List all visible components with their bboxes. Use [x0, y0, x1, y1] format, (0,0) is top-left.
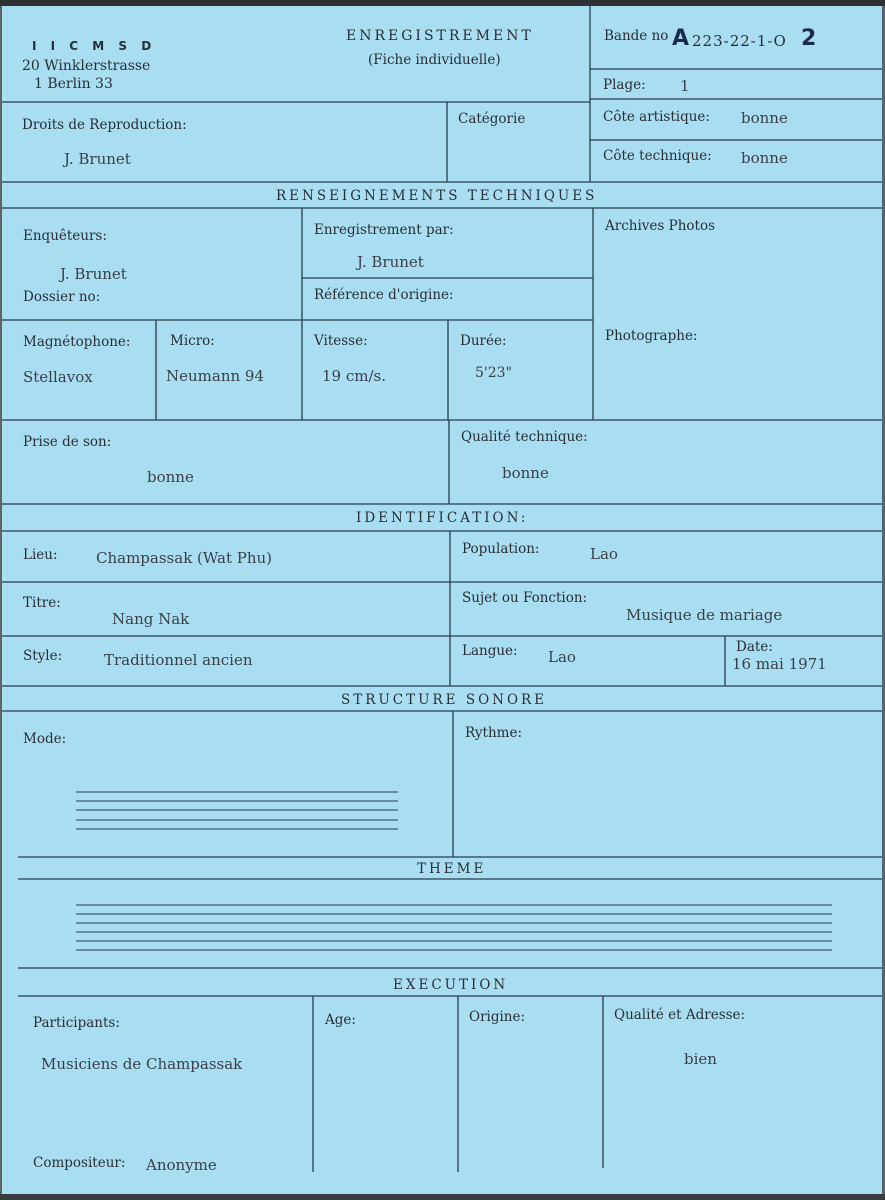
section-execution: EXECUTION	[393, 977, 509, 993]
lieu-value: Champassak (Wat Phu)	[96, 549, 273, 567]
bande-letter: A	[672, 26, 690, 51]
enregistrement-par-value: J. Brunet	[357, 253, 424, 271]
origine-label: Origine:	[469, 1009, 526, 1025]
institute-name: I I C M S D	[32, 39, 157, 53]
vitesse-label: Vitesse:	[314, 333, 368, 349]
participants-label: Participants:	[33, 1015, 120, 1031]
section-structure-sonore: STRUCTURE SONORE	[341, 692, 548, 708]
population-value: Lao	[590, 545, 618, 563]
bande-number: 223-22-1-O	[692, 32, 787, 50]
duree-value: 5'23"	[475, 365, 513, 381]
qualite-adresse-label: Qualité et Adresse:	[614, 1007, 746, 1023]
micro-value: Neumann 94	[166, 367, 265, 385]
titre-label: Titre:	[23, 595, 61, 611]
institute-street: 20 Winklerstrasse	[22, 58, 151, 74]
prise-de-son-label: Prise de son:	[23, 434, 112, 450]
section-identification: IDENTIFICATION:	[356, 510, 529, 526]
sujet-value: Musique de mariage	[626, 606, 783, 624]
cote-technique-value: bonne	[741, 149, 788, 167]
categorie-label: Catégorie	[458, 111, 526, 127]
qualite-technique-label: Qualité technique:	[461, 429, 588, 445]
bande-suffix: 2	[801, 26, 817, 51]
population-label: Population:	[462, 541, 540, 557]
style-label: Style:	[23, 648, 63, 664]
bande-label: Bande no	[604, 28, 669, 44]
prise-de-son-value: bonne	[147, 468, 194, 486]
sujet-label: Sujet ou Fonction:	[462, 590, 588, 606]
cote-artistique-value: bonne	[741, 109, 788, 127]
form-subtitle: (Fiche individuelle)	[368, 52, 501, 68]
enqueteurs-label: Enquêteurs:	[23, 228, 107, 244]
langue-label: Langue:	[462, 643, 518, 659]
vitesse-value: 19 cm/s.	[322, 367, 386, 385]
enqueteurs-value: J. Brunet	[60, 265, 127, 283]
mode-label: Mode:	[23, 731, 67, 747]
dossier-label: Dossier no:	[23, 289, 101, 305]
form-title: ENREGISTREMENT	[346, 28, 534, 44]
age-label: Age:	[325, 1012, 356, 1028]
date-value: 16 mai 1971	[732, 655, 827, 673]
plage-value: 1	[680, 77, 690, 95]
rythme-label: Rythme:	[465, 725, 523, 741]
magnetophone-label: Magnétophone:	[23, 334, 131, 350]
section-theme: THEME	[417, 861, 487, 877]
archives-photos-label: Archives Photos	[605, 218, 715, 234]
institute-city: 1 Berlin 33	[34, 76, 113, 92]
compositeur-label: Compositeur:	[33, 1155, 126, 1171]
rights-value: J. Brunet	[64, 150, 131, 168]
section-technical: RENSEIGNEMENTS TECHNIQUES	[276, 188, 598, 204]
style-value: Traditionnel ancien	[104, 651, 253, 669]
langue-value: Lao	[548, 648, 576, 666]
cote-artistique-label: Côte artistique:	[603, 109, 710, 125]
enregistrement-par-label: Enregistrement par:	[314, 222, 454, 238]
magnetophone-value: Stellavox	[23, 368, 93, 386]
lieu-label: Lieu:	[23, 547, 58, 563]
rights-label: Droits de Reproduction:	[22, 117, 187, 133]
micro-label: Micro:	[170, 333, 215, 349]
titre-value: Nang Nak	[112, 610, 190, 628]
reference-label: Référence d'origine:	[314, 287, 454, 303]
duree-label: Durée:	[460, 333, 507, 349]
compositeur-value: Anonyme	[146, 1156, 217, 1174]
plage-label: Plage:	[603, 77, 646, 93]
date-label: Date:	[736, 639, 773, 655]
photographe-label: Photographe:	[605, 328, 698, 344]
qualite-technique-value: bonne	[502, 464, 549, 482]
cote-technique-label: Côte technique:	[603, 148, 712, 164]
qualite-adresse-value: bien	[684, 1050, 717, 1068]
participants-value: Musiciens de Champassak	[41, 1055, 243, 1073]
